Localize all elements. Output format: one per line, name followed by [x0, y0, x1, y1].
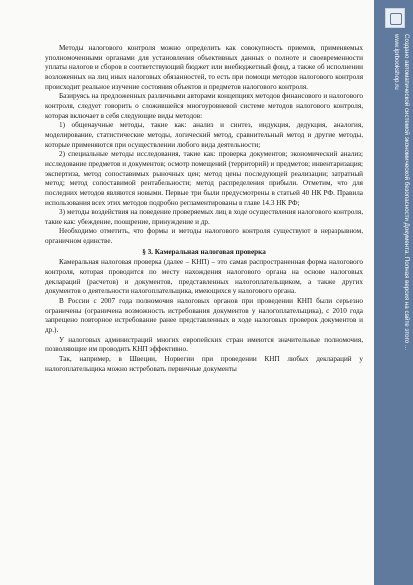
paragraph: В России с 2007 года полномочия налоговых органов при проведении КНП были серьезно ограничены (ограничена возможность истребования документов у налогоплательщика), с 2010 года запрещено повторное истребование ранее представленных в ходе налоговых проверок документов и др.).	[45, 297, 363, 335]
document-body	[45, 44, 363, 374]
paragraph: Так, например, в Швеции, Норвегии при проведении КНП любых деклараций у налогоплательщика можно истребовать первичные документы	[45, 355, 363, 373]
paragraph: 3) методы воздействия на поведение проверяемых лиц в ходе осуществления налогового контроля, такие как: убеждение, поощрение, принуждение и др.	[45, 208, 363, 226]
paragraph: Методы налогового контроля можно определить как совокупность приемов, применяемых уполномоченными органами для установления объективных данных о полноте и своевременности уплаты налогов и сборов в соответствующий бюджет или внебюджетный фонд, а также об исполнении возложенных на лиц иных налоговых обязанностей, то есть при помощи методов налогового контроля происходит реальное изучение состояния объектов и предметов налогового контроля.	[45, 44, 363, 91]
side-notice-text	[375, 34, 411, 574]
paragraph: Необходимо отметить, что формы и методы налогового контроля существуют в неразрывном, органичном единстве.	[45, 227, 363, 246]
paragraph: У налоговых администраций многих европейских стран имеются значительные полномочия, позволяющие им проводить КНП эффективно.	[45, 335, 363, 354]
paragraph: Камеральная налоговая проверка (далее – КНП) – это самая распространенная форма налогового контроля, которая проводится по месту нахождения налогового органа на основе налоговых деклараций (расчетов) и документов, представленных налогоплательщиком, а также других документов о деятельности налогоплательщика, имеющихся у налогового органа.	[45, 258, 363, 296]
side-notice-line: Создано автоматической системой экономической безопасности Документа. Полная версия на сайте этого ...	[403, 34, 410, 351]
paragraph: 1) общенаучные методы, такие как: анализ и синтез, индукция, дедукция, аналогия, моделирование, статистические методы, логический метод, сравнительный метод и другие методы, которые применяются при осуществлении любого вида деятельности;	[45, 121, 363, 149]
side-notice-url[interactable]: www.iprbookshop.ru	[393, 34, 400, 90]
paragraph: Базируясь на предложенных различными авторами концепциях методов финансового и налогового контроля, следует говорить о сложившейся многоуровневой системе методов налогового контроля, которая включает в себя следующие виды методов:	[45, 92, 363, 120]
paragraph: 2) специальные методы исследования, такие как: проверка документов; экономический анализ; исследование предметов и документов; осмотр помещений (территорий) и предметов; инвентаризация; экспертиза, метод сопоставимых рыночных цен; метод цены последующей реализации; затратный метод; метод сопоставимой рентабельности; метод распределения прибыли. Отметим, что для последних методов являются новыми. Первые три были предусмотрены в статьей 40 НК РФ. Правила использования всех этих методов подробно регламентированы в главе 14.3 НК РФ;	[45, 150, 363, 207]
section-heading: § 3. Камеральная налоговая проверка	[142, 247, 266, 256]
publisher-logo-icon	[385, 8, 405, 28]
